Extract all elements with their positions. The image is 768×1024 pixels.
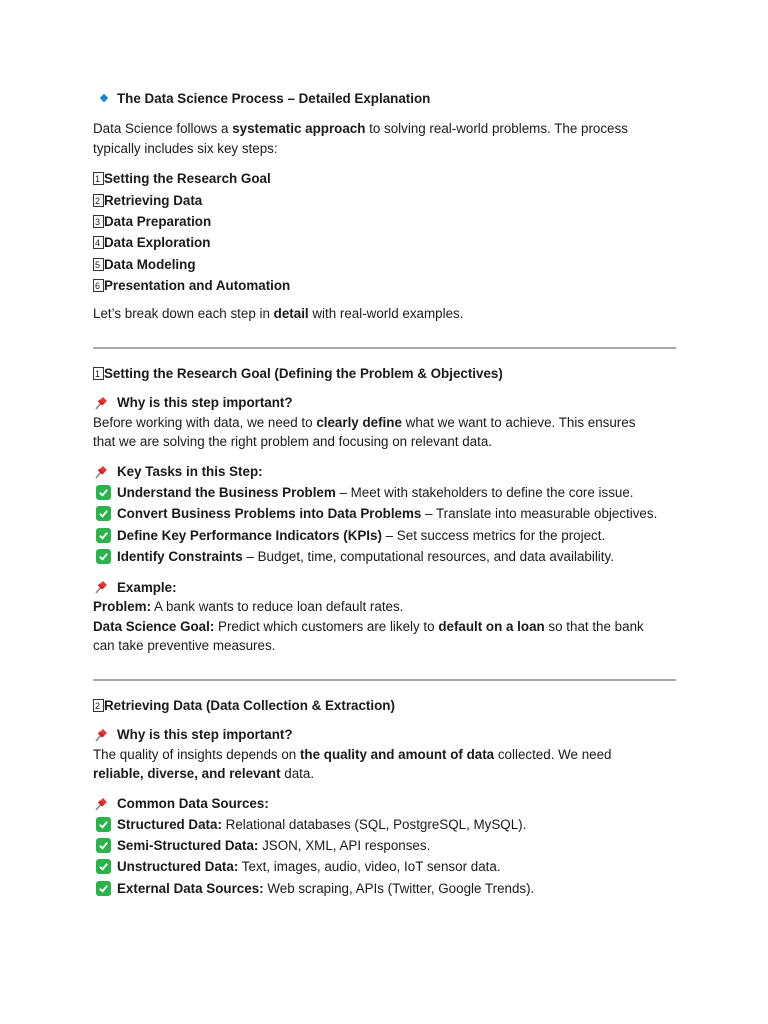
horizontal-rule xyxy=(93,679,676,681)
document-page xyxy=(93,88,693,899)
keycap-number-icon: 5 xyxy=(93,258,104,271)
intro-paragraph: Data Science follows a systematic approach to solving real-world problems. The process typically includes six key steps: xyxy=(93,121,628,156)
list-item: Unstructured Data: Text, images, audio, video, IoT sensor data. xyxy=(93,856,693,877)
keycap-number-icon: 3 xyxy=(93,215,104,228)
check-mark-icon xyxy=(96,549,111,564)
list-item: 5 Data Modeling xyxy=(95,256,196,272)
keycap-number-icon: 2 xyxy=(93,194,104,207)
check-mark-icon xyxy=(96,881,111,896)
pushpin-icon xyxy=(93,727,117,743)
check-mark-icon xyxy=(96,506,111,521)
steps-list xyxy=(93,168,693,296)
list-item: Understand the Business Problem – Meet with stakeholders to define the core issue. xyxy=(93,482,693,503)
check-mark-icon xyxy=(96,859,111,874)
list-item: 4 Data Exploration xyxy=(95,235,211,251)
list-item: Convert Business Problems into Data Problems – Translate into measurable objectives. xyxy=(93,503,693,524)
list-item: Structured Data: Relational databases (SQL, PostgreSQL, MySQL). xyxy=(93,814,693,835)
subheading-tasks: Key Tasks in this Step: xyxy=(93,462,693,482)
keycap-number-icon: 4 xyxy=(93,236,104,249)
subheading-why: Why is this step important? xyxy=(93,393,693,413)
subheading-example: Example: xyxy=(93,577,693,597)
subheading-sources: Common Data Sources: xyxy=(93,794,693,814)
list-item: Identify Constraints – Budget, time, computational resources, and data availability. xyxy=(93,546,693,567)
example-paragraph: Problem: A bank wants to reduce loan default rates. Data Science Goal: Predict which customers are likely to default on a loan so that the bank can take preventive measures. xyxy=(93,599,644,654)
pushpin-icon xyxy=(93,395,117,411)
document-title: The Data Science Process – Detailed Explanation xyxy=(93,88,693,108)
list-item: 6 Presentation and Automation xyxy=(95,278,291,294)
horizontal-rule xyxy=(93,347,676,349)
keycap-number-icon: 6 xyxy=(93,279,104,292)
list-item: 2 Retrieving Data xyxy=(95,192,203,208)
diamond-bullet-icon xyxy=(93,95,117,101)
list-item: 1 Setting the Research Goal xyxy=(95,171,271,187)
check-mark-icon xyxy=(96,838,111,853)
subheading-why: Why is this step important? xyxy=(93,725,693,745)
list-item: Semi-Structured Data: JSON, XML, API responses. xyxy=(93,835,693,856)
pushpin-icon xyxy=(93,796,117,812)
tasks-list xyxy=(93,482,693,567)
paragraph: The quality of insights depends on the quality and amount of data collected. We need reliable, diverse, and relevant data. xyxy=(93,746,612,782)
check-mark-icon xyxy=(96,528,111,543)
keycap-number-icon: 2 xyxy=(93,699,104,712)
pushpin-icon xyxy=(93,579,117,595)
keycap-number-icon: 1 xyxy=(93,367,104,380)
list-item: External Data Sources: Web scraping, APIs (Twitter, Google Trends). xyxy=(93,877,693,898)
pushpin-icon xyxy=(93,464,117,480)
check-mark-icon xyxy=(96,485,111,500)
list-item: 3 Data Preparation xyxy=(95,213,212,229)
keycap-number-icon: 1 xyxy=(93,172,104,185)
outro-paragraph: Let’s break down each step in detail with real-world examples. xyxy=(93,306,464,322)
check-mark-icon xyxy=(96,817,111,832)
section-heading: 1 Setting the Research Goal (Defining the Problem & Objectives) xyxy=(95,366,503,382)
sources-list xyxy=(93,814,693,899)
section-heading: 2 Retrieving Data (Data Collection & Extraction) xyxy=(95,698,395,714)
list-item: Define Key Performance Indicators (KPIs) – Set success metrics for the project. xyxy=(93,524,693,545)
paragraph: Before working with data, we need to clearly define what we want to achieve. This ensures that we are solving the right problem and focusing on relevant data. xyxy=(93,414,636,450)
